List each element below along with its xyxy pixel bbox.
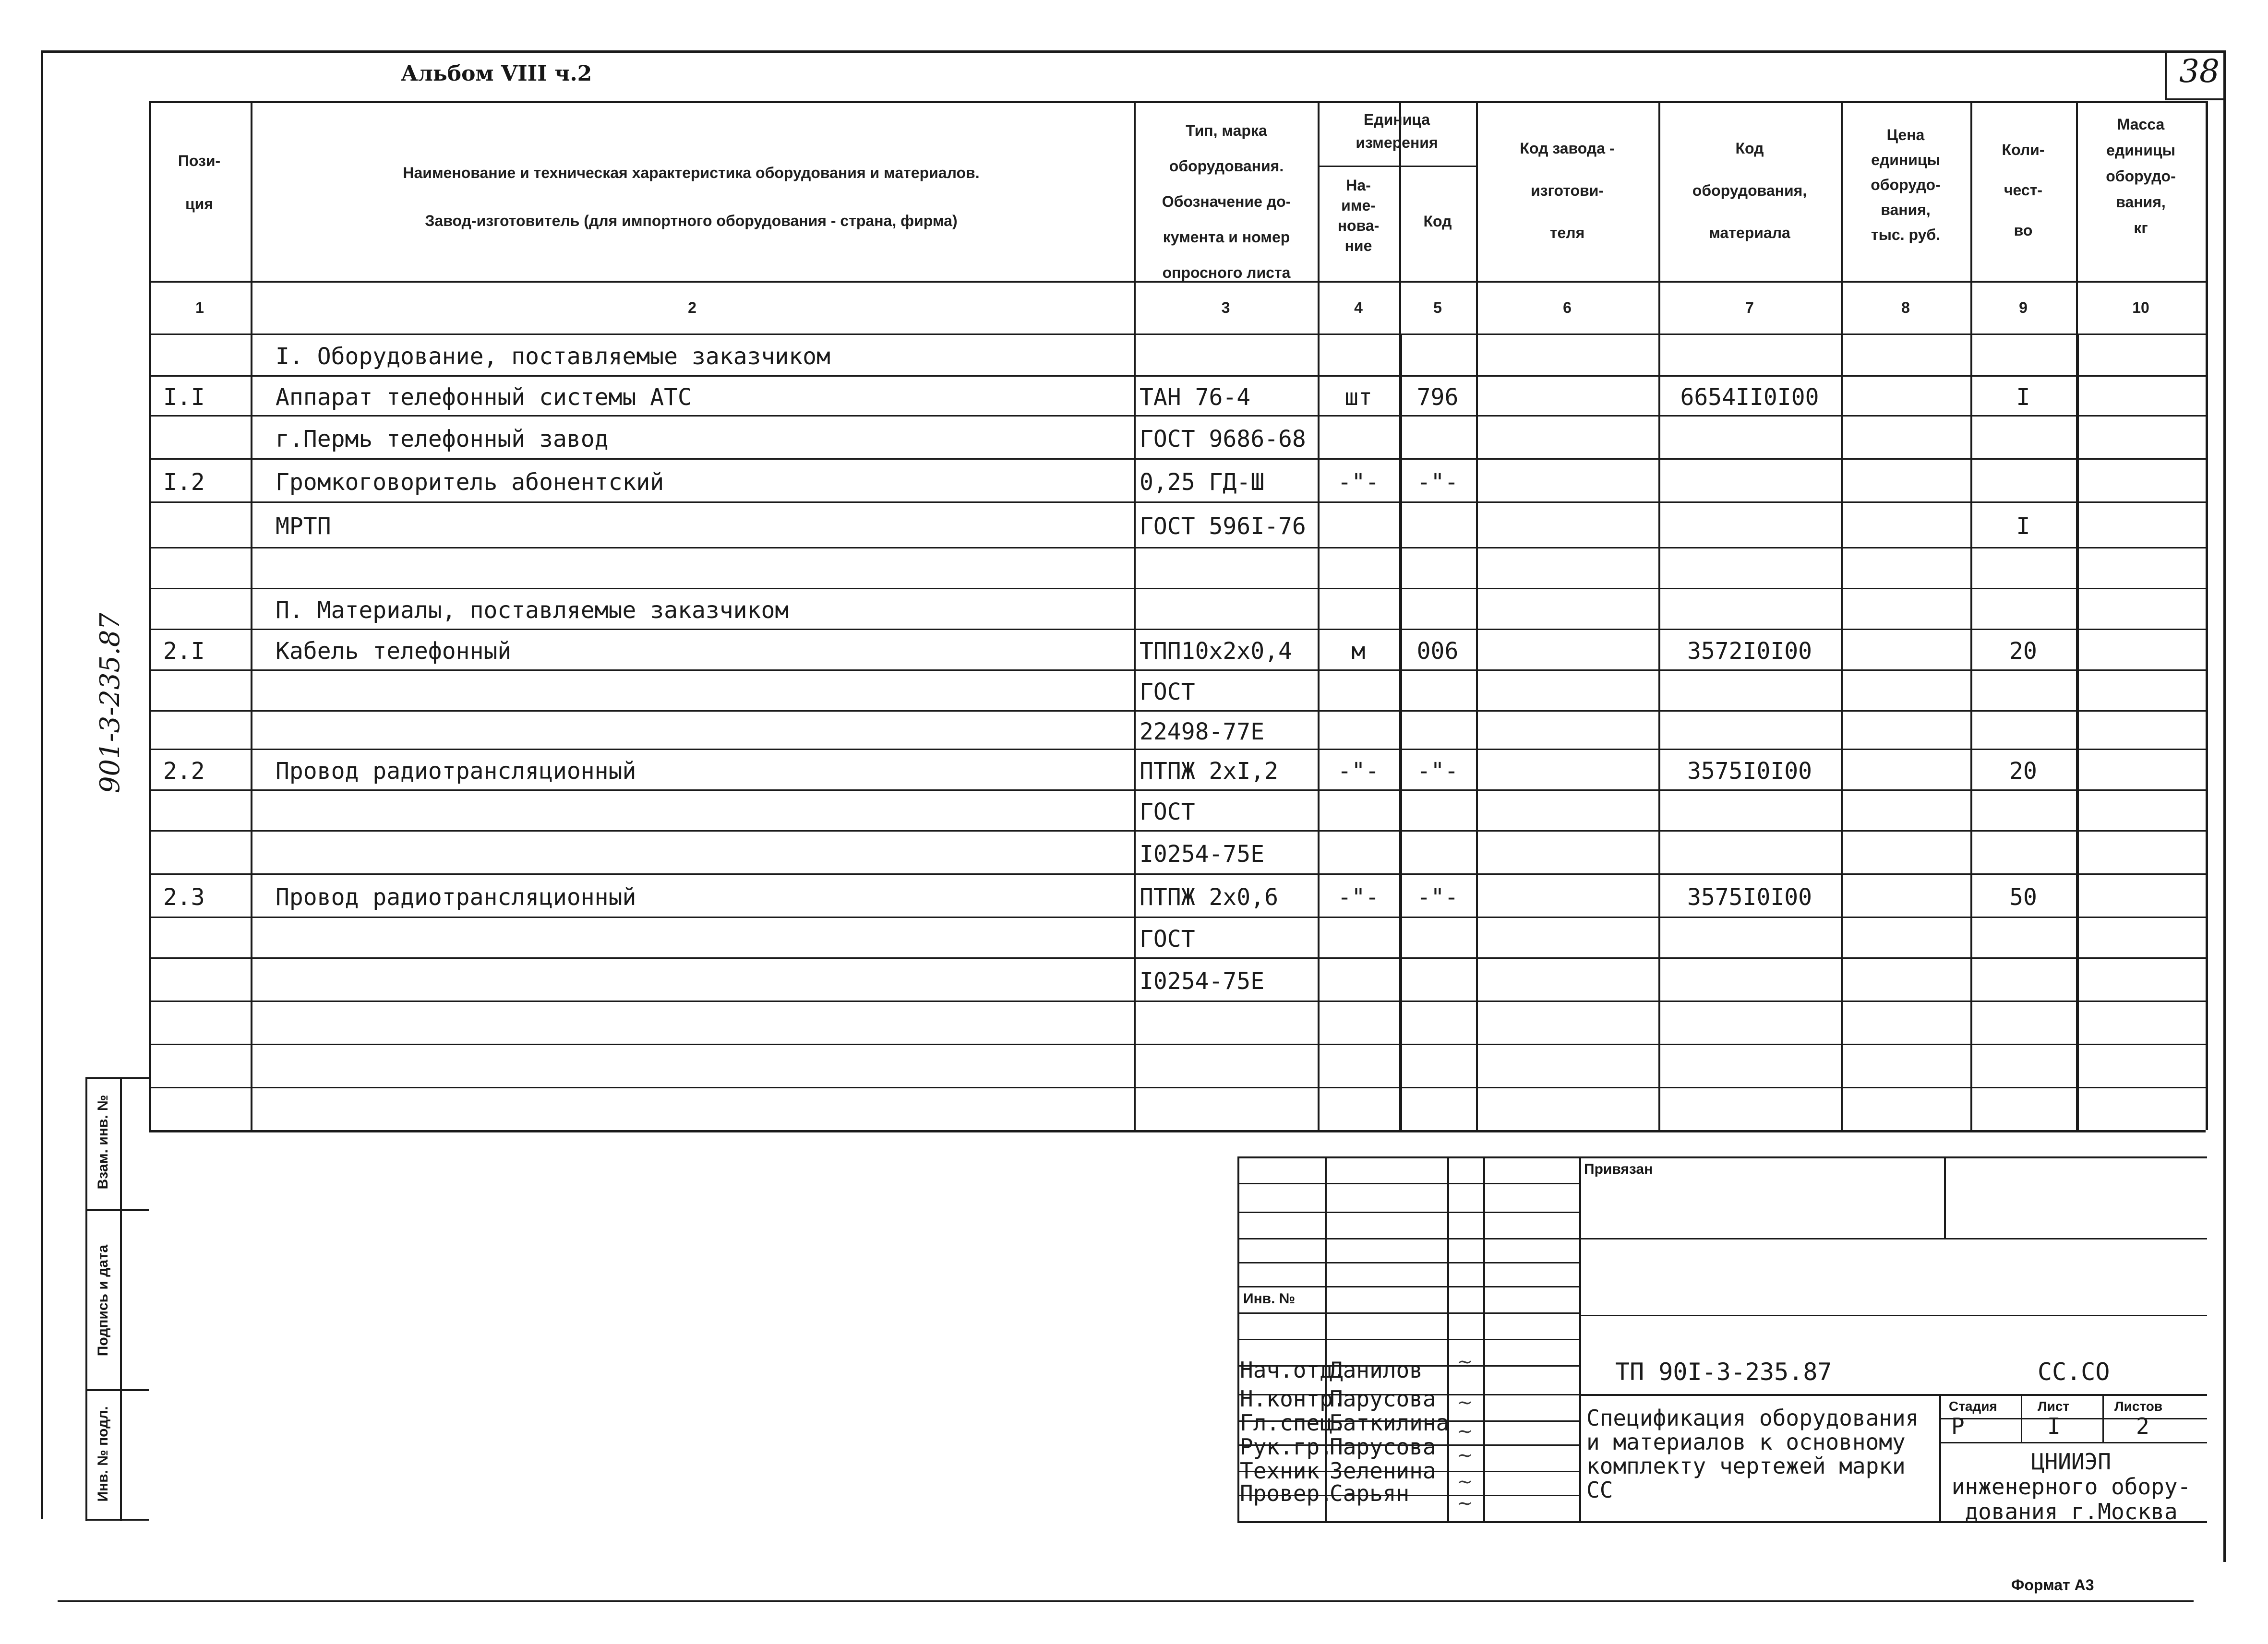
format-label: Формат А3 <box>2011 1576 2094 1594</box>
table-cell-pos: 2.3 <box>163 884 205 911</box>
side-stamp-inner <box>120 1077 122 1521</box>
title-block-row <box>1237 1183 1579 1184</box>
header-position: Пози- ция <box>178 152 221 213</box>
column-number: 1 <box>195 299 204 316</box>
table-row-line <box>149 1087 2206 1088</box>
header-factory-code: Код завода - изготови- теля <box>1520 140 1615 241</box>
table-cell-unit: -"- <box>1337 758 1380 785</box>
table-cell-qty: 20 <box>2009 758 2037 785</box>
title-block-row <box>1237 1238 1579 1239</box>
frame-left <box>41 50 43 1519</box>
table-cell-type: I0254-75Е <box>1140 968 1265 995</box>
column-number: 6 <box>1563 299 1572 316</box>
table-cell-type: I0254-75Е <box>1140 841 1265 868</box>
table-cell-name: П. Материалы, поставляемые заказчиком <box>276 597 789 624</box>
signature-mark: ~ <box>1457 1392 1473 1414</box>
table-row-line <box>149 957 2206 959</box>
table-row-line <box>149 710 2206 712</box>
side-stamp-podpis: Подпись и дата <box>95 1244 111 1357</box>
signature-mark: ~ <box>1457 1420 1473 1442</box>
signature-mark: ~ <box>1457 1351 1473 1373</box>
table-cell-type: ГОСТ <box>1140 926 1195 953</box>
header-equipment-code: Код оборудования, материала <box>1692 140 1807 241</box>
table-cell-code: -"- <box>1416 884 1459 911</box>
side-document-code: 901-3-235.87 <box>95 612 126 794</box>
table-cell-type: 0,25 ГД-Ш <box>1140 469 1265 496</box>
column-number: 5 <box>1433 299 1442 316</box>
title-block-row <box>1237 1312 1579 1314</box>
table-cell-pos: I.2 <box>163 469 205 496</box>
table-row-line <box>149 1001 2206 1002</box>
table-cell-equip: 6654II0I00 <box>1680 384 1819 411</box>
column-number: 10 <box>2132 299 2149 316</box>
title-block-sheet: I <box>2047 1413 2061 1439</box>
table-cell-type: ГОСТ 596I-76 <box>1140 513 1306 540</box>
title-block-row <box>1939 1418 2207 1419</box>
header-name: Наименование и техническая характеристика оборудования и материалов. Завод-изготовитель (для импортного оборудования - страна, фирма) <box>403 164 980 229</box>
header-mass: Масса единицы оборудо- вания, кг <box>2106 116 2176 237</box>
title-block-person-name: Парусова <box>1330 1386 1436 1412</box>
album-label: Альбом VIII ч.2 <box>401 61 592 86</box>
title-block-sheets-label: Листов <box>2114 1399 2163 1414</box>
table-cell-code: -"- <box>1416 469 1459 496</box>
table-row-line <box>149 873 2206 875</box>
header-unit-name: На- име- нова- ние <box>1337 177 1380 254</box>
side-stamp-podl: Инв. № подл. <box>95 1406 111 1502</box>
title-block-row <box>1579 1394 2207 1396</box>
title-block-role: Рук.гр. <box>1240 1434 1333 1460</box>
title-block-mark: СС.СО <box>2038 1358 2110 1386</box>
table-cell-qty: I <box>2016 384 2030 411</box>
title-block-col <box>2021 1394 2022 1442</box>
table-cell-unit: -"- <box>1337 884 1380 911</box>
table-cell-type: ПТПЖ 2хI,2 <box>1140 758 1278 785</box>
table-bold-line <box>2076 334 2079 1130</box>
table-cell-type: ГОСТ <box>1140 798 1195 825</box>
title-block-sheets: 2 <box>2136 1413 2149 1439</box>
title-block-role: Гл.спец. <box>1240 1410 1346 1436</box>
table-cell-unit: шт <box>1344 384 1372 411</box>
table-unit-split-line <box>1318 166 1476 167</box>
title-block-role: Провер. <box>1240 1480 1333 1506</box>
title-block-row <box>1579 1315 2207 1316</box>
table-cell-type: ПТПЖ 2х0,6 <box>1140 884 1278 911</box>
title-block-organization: ЦНИИЭП инженерного обору- дования г.Москва <box>1951 1449 2191 1525</box>
table-cell-name: Провод радиотрансляционный <box>276 758 636 785</box>
column-number: 4 <box>1354 299 1363 316</box>
title-block-row <box>1237 1262 1579 1263</box>
table-row-line <box>149 789 2206 791</box>
side-stamp-top <box>85 1077 149 1079</box>
title-block-role: Техник <box>1240 1458 1320 1484</box>
title-block-stage: Р <box>1951 1413 1965 1439</box>
table-cell-name: Кабель телефонный <box>276 638 512 665</box>
table-cell-name: г.Пермь телефонный завод <box>276 426 609 453</box>
title-block-role: Н.контр. <box>1240 1386 1346 1412</box>
table-cell-equip: 3572I0I00 <box>1687 638 1812 665</box>
title-block-person-name: Зеленина <box>1330 1458 1436 1484</box>
table-row-line <box>149 458 2206 460</box>
table-row-line <box>149 917 2206 918</box>
table-col-line <box>2206 101 2208 1130</box>
title-block-stage-label: Стадия <box>1949 1399 1997 1414</box>
title-block-person-name: Данилов <box>1330 1357 1423 1383</box>
signature-mark: ~ <box>1457 1492 1473 1514</box>
table-row-line <box>149 749 2206 750</box>
frame-top <box>41 50 2225 53</box>
table-cell-name: МРТП <box>276 513 331 540</box>
table-col-line <box>251 101 252 1130</box>
table-bold-line <box>1399 334 1402 1130</box>
title-block-role: Нач.отд. <box>1240 1357 1346 1383</box>
header-quantity: Коли- чест- во <box>2002 141 2045 239</box>
title-block-doc-code: ТП 90I-3-235.87 <box>1615 1358 1832 1386</box>
title-block-row <box>1579 1238 2207 1239</box>
table-cell-pos: 2.2 <box>163 758 205 785</box>
table-cell-name: I. Оборудование, поставляемые заказчиком <box>276 343 830 370</box>
table-cell-name: Провод радиотрансляционный <box>276 884 636 911</box>
side-stamp-vzam: Взам. инв. № <box>95 1095 111 1190</box>
title-block-col <box>1944 1156 1946 1238</box>
table-cell-unit: м <box>1351 638 1366 665</box>
table-cell-type: ГОСТ <box>1140 679 1195 705</box>
header-unit-code: Код <box>1423 213 1452 230</box>
header-price: Цена единицы оборудо- вания, тыс. руб. <box>1871 126 1941 243</box>
table-row-line <box>149 830 2206 832</box>
table-cell-unit: -"- <box>1337 469 1380 496</box>
table-cell-name: Громкоговоритель абонентский <box>276 469 664 496</box>
frame-right <box>2223 50 2226 1562</box>
table-col-line <box>1658 101 1660 1130</box>
title-block-inv-no: Инв. № <box>1243 1291 1296 1307</box>
table-cell-pos: I.I <box>163 384 205 411</box>
column-number: 7 <box>1745 299 1754 316</box>
column-number: 3 <box>1221 299 1230 316</box>
table-cell-type: ТПП10х2х0,4 <box>1140 638 1292 665</box>
table-col-line <box>1476 101 1478 1130</box>
table-row-line <box>149 334 2206 335</box>
page-number-box-bottom <box>2165 98 2225 100</box>
table-cell-pos: 2.I <box>163 638 205 665</box>
title-block-col <box>1579 1156 1581 1521</box>
table-row-line <box>149 588 2206 589</box>
title-block-top <box>1237 1156 2207 1158</box>
table-cell-name: Аппарат телефонный системы АТС <box>276 384 692 411</box>
table-row-line <box>149 375 2206 377</box>
header-unit: Единица измерения <box>1356 111 1438 151</box>
side-stamp-left <box>85 1077 87 1521</box>
frame-bottom <box>58 1600 2194 1602</box>
title-block-description: Спецификация оборудования и материалов к основному комплекту чертежей марки СС <box>1586 1405 1919 1503</box>
table-row-line <box>149 547 2206 548</box>
table-cell-equip: 3575I0I00 <box>1687 758 1812 785</box>
column-number: 2 <box>688 299 696 316</box>
page-number-box-left <box>2165 52 2167 99</box>
title-block-privyazan: Привязан <box>1584 1161 1653 1177</box>
table-cell-code: 006 <box>1416 638 1459 665</box>
column-number: 9 <box>2019 299 2028 316</box>
table-row-line <box>149 501 2206 503</box>
table-row-line <box>149 629 2206 630</box>
title-block-row <box>1237 1212 1579 1213</box>
title-block-person-name: Парусова <box>1330 1434 1436 1460</box>
table-col-line <box>1970 101 1972 1130</box>
title-block-person-name: Сарьян <box>1330 1480 1410 1506</box>
table-col-line <box>1841 101 1843 1130</box>
header-type: Тип, марка оборудования. Обозначение до- кумента и номер опросного листа <box>1162 122 1291 281</box>
title-block-col <box>2102 1394 2104 1442</box>
table-cell-qty: 20 <box>2009 638 2037 665</box>
title-block-row <box>1237 1339 1579 1340</box>
table-cell-type: ТАН 76-4 <box>1140 384 1251 411</box>
table-row-line <box>149 669 2206 671</box>
table-cell-type: ГОСТ 9686-68 <box>1140 426 1306 453</box>
table-cell-qty: I <box>2016 513 2030 540</box>
title-block-person-name: Баткилина <box>1330 1410 1450 1436</box>
title-block-row <box>1237 1286 1579 1287</box>
table-cell-type: 22498-77Е <box>1140 718 1265 745</box>
page-number: 38 <box>2179 53 2220 90</box>
table-row-line <box>149 1044 2206 1045</box>
table-top-line <box>149 101 2206 103</box>
table-col-line <box>149 101 151 1130</box>
table-row-line <box>149 415 2206 417</box>
title-block-sheet-label: Лист <box>2038 1399 2070 1414</box>
side-stamp-div1 <box>85 1209 149 1211</box>
table-cell-code: -"- <box>1416 758 1459 785</box>
signature-mark: ~ <box>1457 1444 1473 1466</box>
table-bottom-line <box>149 1130 2206 1132</box>
table-cell-equip: 3575I0I00 <box>1687 884 1812 911</box>
table-cell-code: 796 <box>1416 384 1459 411</box>
table-cell-qty: 50 <box>2009 884 2037 911</box>
column-number: 8 <box>1901 299 1910 316</box>
signature-mark: ~ <box>1457 1471 1473 1493</box>
title-block-row <box>1939 1442 2207 1443</box>
